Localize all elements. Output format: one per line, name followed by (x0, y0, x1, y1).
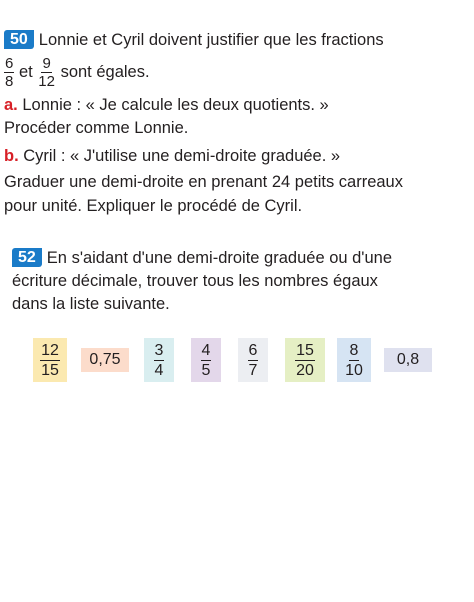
ex50-line1 (4, 30, 384, 50)
part-a-label: a. (4, 96, 18, 114)
exercise-number-badge: 50 (4, 30, 34, 49)
ex52-line1 (12, 248, 392, 268)
ex50-part-b-instruction-2: pour unité. Expliquer le procédé de Cyril. (4, 197, 303, 215)
tile-3-4: $\frac{3}{4}$ (144, 338, 174, 382)
ex50-line2 (4, 54, 150, 90)
tile-0-75: 0,75 (81, 348, 129, 372)
part-a-text: Lonnie : « Je calcule les deux quotients. » (22, 96, 329, 114)
tile-12-15: $\frac{12}{15}$ (33, 338, 67, 382)
tile-4-5: $\frac{4}{5}$ (191, 338, 221, 382)
ex52-text-1: En s'aidant d'une demi-droite graduée ou d'une (46, 249, 392, 267)
ex50-intro: Lonnie et Cyril doivent justifier que les fractions (38, 31, 384, 49)
ex50-intro-end: sont égales. (60, 63, 150, 81)
ex50-part-a (4, 95, 329, 115)
conjunction: et (18, 63, 33, 81)
ex52-line2: écriture décimale, trouver tous les nombres égaux (12, 272, 378, 290)
ex52-line3: dans la liste suivante. (12, 295, 170, 313)
tile-0-8: 0,8 (384, 348, 432, 372)
exercise-number-badge: 52 (12, 248, 42, 267)
fraction-6-8: $\frac{6}{8}$ (5, 55, 14, 91)
part-b-label: b. (4, 147, 19, 165)
tile-6-7: $\frac{6}{7}$ (238, 338, 268, 382)
tile-8-10: $\frac{8}{10}$ (337, 338, 371, 382)
ex50-part-b-instruction-1: Graduer une demi-droite en prenant 24 petits carreaux (4, 173, 403, 191)
fraction-9-12: $\frac{9}{12}$ (38, 55, 55, 91)
ex50-part-b (4, 146, 340, 166)
part-b-text: Cyril : « J'utilise une demi-droite graduée. » (23, 147, 341, 165)
tile-15-20: $\frac{15}{20}$ (285, 338, 325, 382)
ex50-part-a-instruction: Procéder comme Lonnie. (4, 119, 189, 137)
